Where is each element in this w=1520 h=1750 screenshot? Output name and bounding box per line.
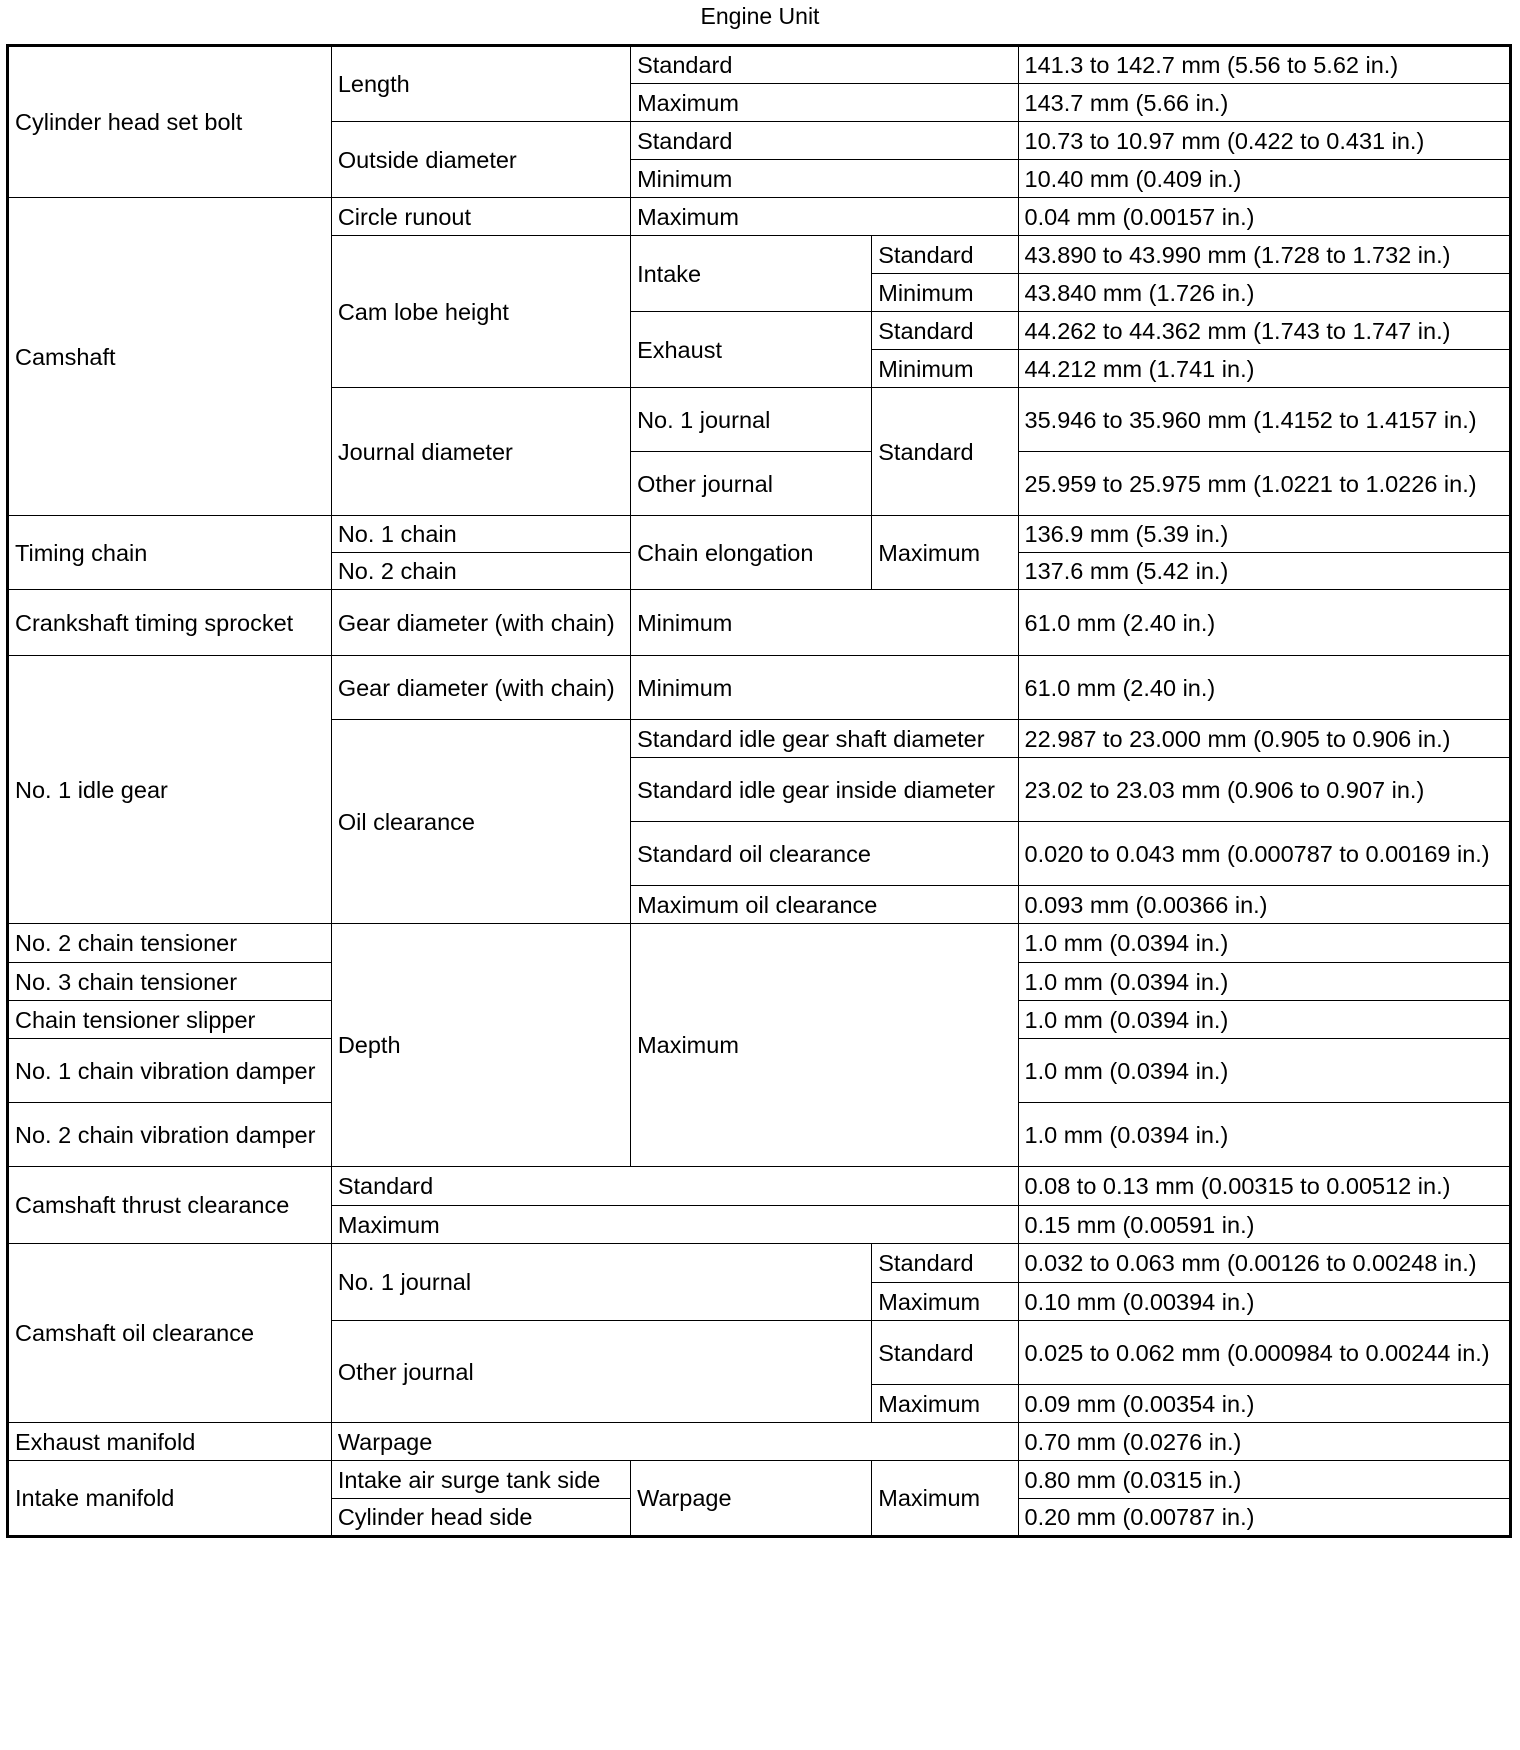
table-cell: Maximum <box>872 1461 1018 1537</box>
table-cell: Standard <box>872 236 1018 274</box>
table-cell: 10.73 to 10.97 mm (0.422 to 0.431 in.) <box>1018 122 1510 160</box>
table-cell: 0.70 mm (0.0276 in.) <box>1018 1423 1510 1461</box>
table-cell: Maximum <box>631 198 1018 236</box>
table-cell: 0.025 to 0.062 mm (0.000984 to 0.00244 in.) <box>1018 1321 1510 1385</box>
table-cell: Maximum <box>872 1283 1018 1321</box>
table-cell: Standard oil clearance <box>631 822 1018 886</box>
table-cell: 0.020 to 0.043 mm (0.000787 to 0.00169 in.) <box>1018 822 1510 886</box>
table-cell: Other journal <box>631 452 872 516</box>
table-cell: 0.80 mm (0.0315 in.) <box>1018 1461 1510 1499</box>
table-cell: Standard idle gear inside diameter <box>631 758 1018 822</box>
table-cell: No. 2 chain vibration damper <box>8 1103 332 1167</box>
table-cell: Minimum <box>631 590 1018 656</box>
table-cell: Gear diameter (with chain) <box>331 590 630 656</box>
table-cell: No. 2 chain <box>331 553 630 590</box>
table-cell: Maximum <box>872 1385 1018 1423</box>
table-cell: Standard <box>872 312 1018 350</box>
table-row <box>8 46 1511 84</box>
table-cell: 44.262 to 44.362 mm (1.743 to 1.747 in.) <box>1018 312 1510 350</box>
table-cell: 1.0 mm (0.0394 in.) <box>1018 963 1510 1001</box>
table-cell: 137.6 mm (5.42 in.) <box>1018 553 1510 590</box>
table-cell: 0.032 to 0.063 mm (0.00126 to 0.00248 in.) <box>1018 1244 1510 1283</box>
page-title: Engine Unit <box>700 3 820 29</box>
table-cell: 0.10 mm (0.00394 in.) <box>1018 1283 1510 1321</box>
table-cell: Other journal <box>331 1321 871 1423</box>
table-cell: Maximum oil clearance <box>631 886 1018 924</box>
table-row <box>8 1423 1511 1461</box>
table-cell: 35.946 to 35.960 mm (1.4152 to 1.4157 in.) <box>1018 388 1510 452</box>
table-cell: Chain tensioner slipper <box>8 1001 332 1039</box>
table-cell: 0.20 mm (0.00787 in.) <box>1018 1499 1510 1537</box>
table-cell: 141.3 to 142.7 mm (5.56 to 5.62 in.) <box>1018 46 1510 84</box>
engine-unit-spec-table <box>6 44 1512 1538</box>
table-cell: Minimum <box>631 656 1018 720</box>
table-cell: 136.9 mm (5.39 in.) <box>1018 516 1510 553</box>
table-cell: Standard <box>872 388 1018 516</box>
table-cell: 0.08 to 0.13 mm (0.00315 to 0.00512 in.) <box>1018 1167 1510 1206</box>
table-cell: Standard <box>872 1321 1018 1385</box>
table-cell: 1.0 mm (0.0394 in.) <box>1018 1039 1510 1103</box>
table-cell: Standard <box>331 1167 1018 1206</box>
table-row <box>8 656 1511 720</box>
table-cell: 44.212 mm (1.741 in.) <box>1018 350 1510 388</box>
table-cell: Depth <box>331 924 630 1167</box>
table-cell: 143.7 mm (5.66 in.) <box>1018 84 1510 122</box>
table-cell: Camshaft <box>8 198 332 516</box>
table-cell: Oil clearance <box>331 720 630 924</box>
table-cell: Warpage <box>631 1461 872 1537</box>
table-cell: 0.15 mm (0.00591 in.) <box>1018 1206 1510 1244</box>
table-cell: Camshaft oil clearance <box>8 1244 332 1423</box>
spec-table-body <box>8 46 1511 1537</box>
table-cell: Maximum <box>631 84 1018 122</box>
table-cell: Minimum <box>872 274 1018 312</box>
table-cell: 43.840 mm (1.726 in.) <box>1018 274 1510 312</box>
table-cell: 25.959 to 25.975 mm (1.0221 to 1.0226 in.) <box>1018 452 1510 516</box>
table-cell: Intake manifold <box>8 1461 332 1537</box>
table-cell: 0.09 mm (0.00354 in.) <box>1018 1385 1510 1423</box>
table-cell: No. 1 journal <box>631 388 872 452</box>
table-cell: Minimum <box>872 350 1018 388</box>
table-cell: No. 1 idle gear <box>8 656 332 924</box>
table-cell: Chain elongation <box>631 516 872 590</box>
table-cell: Journal diameter <box>331 388 630 516</box>
table-cell: Standard idle gear shaft diameter <box>631 720 1018 758</box>
table-cell: Standard <box>631 46 1018 84</box>
table-cell: 61.0 mm (2.40 in.) <box>1018 656 1510 720</box>
table-row <box>8 590 1511 656</box>
table-cell: No. 1 chain <box>331 516 630 553</box>
table-cell: Exhaust manifold <box>8 1423 332 1461</box>
table-cell: Minimum <box>631 160 1018 198</box>
table-cell: 43.890 to 43.990 mm (1.728 to 1.732 in.) <box>1018 236 1510 274</box>
table-cell: 0.093 mm (0.00366 in.) <box>1018 886 1510 924</box>
table-cell: Intake air surge tank side <box>331 1461 630 1499</box>
table-cell: 22.987 to 23.000 mm (0.905 to 0.906 in.) <box>1018 720 1510 758</box>
table-cell: 1.0 mm (0.0394 in.) <box>1018 924 1510 963</box>
table-cell: Maximum <box>631 924 1018 1167</box>
table-cell: 23.02 to 23.03 mm (0.906 to 0.907 in.) <box>1018 758 1510 822</box>
table-cell: 10.40 mm (0.409 in.) <box>1018 160 1510 198</box>
table-cell: 1.0 mm (0.0394 in.) <box>1018 1001 1510 1039</box>
table-cell: Timing chain <box>8 516 332 590</box>
table-cell: Outside diameter <box>331 122 630 198</box>
table-cell: No. 1 journal <box>331 1244 871 1321</box>
table-cell: 61.0 mm (2.40 in.) <box>1018 590 1510 656</box>
table-cell: Standard <box>872 1244 1018 1283</box>
table-cell: No. 1 chain vibration damper <box>8 1039 332 1103</box>
table-cell: Cylinder head set bolt <box>8 46 332 198</box>
table-cell: Length <box>331 46 630 122</box>
table-cell: No. 3 chain tensioner <box>8 963 332 1001</box>
table-row <box>8 1244 1511 1283</box>
table-cell: Warpage <box>331 1423 1018 1461</box>
table-cell: Cam lobe height <box>331 236 630 388</box>
table-cell: 0.04 mm (0.00157 in.) <box>1018 198 1510 236</box>
table-cell: Maximum <box>331 1206 1018 1244</box>
table-row <box>8 1167 1511 1206</box>
table-cell: Crankshaft timing sprocket <box>8 590 332 656</box>
table-cell: Gear diameter (with chain) <box>331 656 630 720</box>
table-cell: Standard <box>631 122 1018 160</box>
table-row <box>8 516 1511 553</box>
table-row <box>8 1461 1511 1499</box>
table-cell: Intake <box>631 236 872 312</box>
table-cell: No. 2 chain tensioner <box>8 924 332 963</box>
table-cell: Circle runout <box>331 198 630 236</box>
table-cell: Maximum <box>872 516 1018 590</box>
table-cell: Camshaft thrust clearance <box>8 1167 332 1244</box>
table-cell: Exhaust <box>631 312 872 388</box>
table-row <box>8 198 1511 236</box>
table-cell: Cylinder head side <box>331 1499 630 1537</box>
table-cell: 1.0 mm (0.0394 in.) <box>1018 1103 1510 1167</box>
table-row <box>8 924 1511 963</box>
